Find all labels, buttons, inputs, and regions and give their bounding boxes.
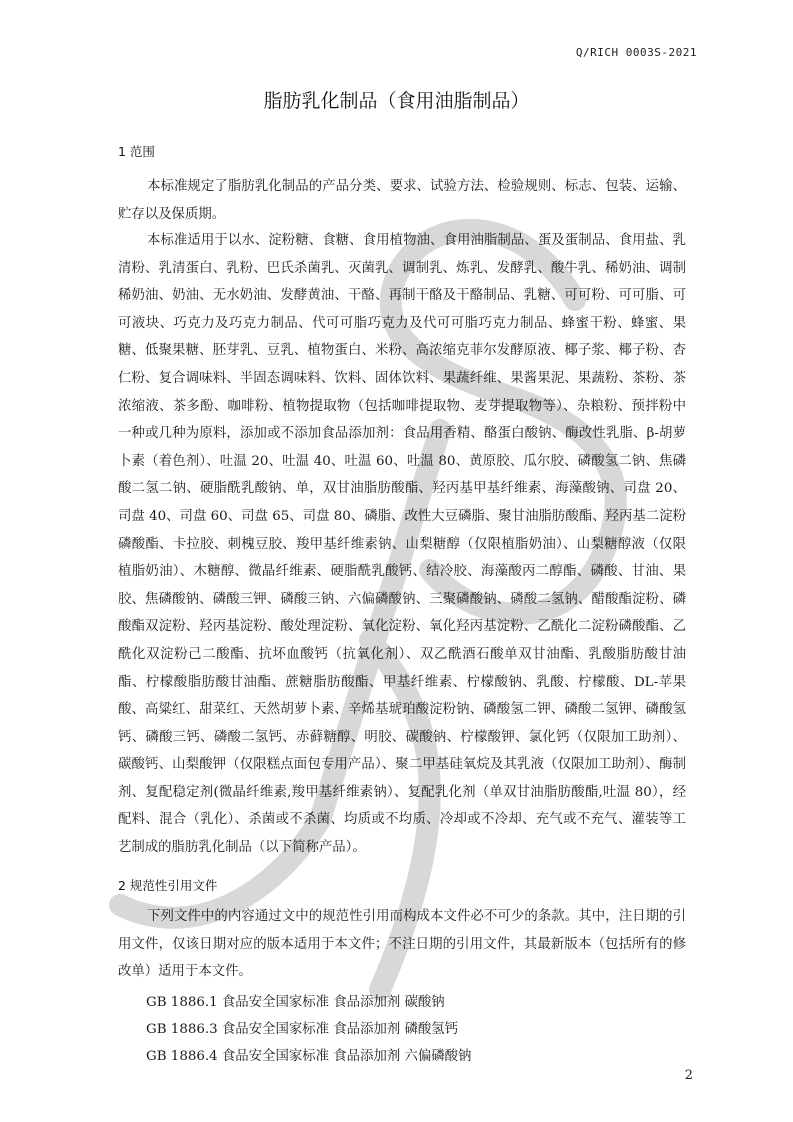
reference-item: GB 1886.3 食品安全国家标准 食品添加剂 磷酸氢钙	[146, 1022, 459, 1037]
standard-code: Q/RICH 0003S-2021	[575, 46, 697, 59]
section-2-paragraph-1: 下列文件中的内容通过文中的规范性引用而构成本文件必不可少的条款。其中，注日期的引用文件，仅该日期对应的版本适用于本文件；不注日期的引用文件，其最新版本（包括所有的修改单）适用于本文件。	[118, 909, 686, 980]
reference-item: GB 1886.1 食品安全国家标准 食品添加剂 碳酸钠	[146, 995, 445, 1010]
section-1-paragraph-1: 本标准规定了脂肪乳化制品的产品分类、要求、试验方法、检验规则、标志、包装、运输、贮存以及保质期。	[118, 179, 686, 222]
page-number: 2	[684, 1068, 693, 1083]
document-title: 脂肪乳化制品（食用油脂制品）	[263, 90, 530, 112]
section-2-heading: 2 规范性引用文件	[118, 878, 218, 893]
reference-item: GB 1886.4 食品安全国家标准 食品添加剂 六偏磷酸钠	[146, 1049, 472, 1064]
section-1-heading: 1 范围	[118, 144, 155, 159]
section-1-paragraph-2: 本标准适用于以水、淀粉糖、食糖、食用植物油、食用油脂制品、蛋及蛋制品、食用盐、乳清粉、乳清蛋白、乳粉、巴氏杀菌乳、灭菌乳、调制乳、炼乳、发酵乳、酸牛乳、稀奶油、调制稀奶油、奶油、无水奶油、发酵黄油、干酪、再制干酪及干酪制品、乳糖、可可粉、可可脂、可可液块、巧克力及巧克力制品、代可可脂巧克力及代可可脂巧克力制品、蜂蜜干粉、蜂蜜、果糖、低聚果糖、胚芽乳、豆乳、植物蛋白、米粉、高浓缩克菲尔发酵原液、椰子浆、椰子粉、杏仁粉、复合调味料、半固态调味料、饮料、固体饮料、果蔬纤维、果酱果泥、果蔬粉、茶粉、茶浓缩液、茶多酚、咖啡粉、植物提取物（包括咖啡提取物、麦芽提取物等）、杂粮粉、预拌粉中一种或几种为原料，添加或不添加食品添加剂：食品用香精、酪蛋白酸钠、酶改性乳脂、β-胡萝卜素（着色剂）、吐温 20、吐温 40、吐温 60、吐温 80、黄原胶、瓜尔胶、磷酸氢二钠、焦磷酸二氢二钠、硬脂酰乳酸钠、单，双甘油脂肪酸酯、羟丙基甲基纤维素、海藻酸钠、司盘 20、司盘 40、司盘 60、司盘 65、司盘 80、磷脂、改性大豆磷脂、聚甘油脂肪酸酯、羟丙基二淀粉磷酸酯、卡拉胶、刺槐豆胶、羧甲基纤维素钠、山梨糖醇（仅限植脂奶油）、山梨糖醇液（仅限植脂奶油）、木糖醇、微晶纤维素、硬脂酰乳酸钙、结冷胶、海藻酸丙二醇酯、磷酸、甘油、果胶、焦磷酸钠、磷酸三钾、磷酸三钠、六偏磷酸钠、三聚磷酸钠、磷酸二氢钠、醋酸酯淀粉、磷酸酯双淀粉、羟丙基淀粉、酸处理淀粉、氧化淀粉、氧化羟丙基淀粉、乙酰化二淀粉磷酸酯、乙酰化双淀粉己二酸酯、抗坏血酸钙（抗氧化剂）、双乙酰酒石酸单双甘油酯、乳酸脂肪酸甘油酯、柠檬酸脂肪酸甘油酯、蔗糖脂肪酸酯、甲基纤维素、柠檬酸钠、乳酸、柠檬酸、DL-苹果酸、高粱红、甜菜红、天然胡萝卜素、辛烯基琥珀酸淀粉钠、磷酸氢二钾、磷酸二氢钾、磷酸氢钙、磷酸三钙、磷酸二氢钙、赤藓糖醇、明胶、碳酸钠、柠檬酸钾、氯化钙（仅限加工助剂）、碳酸钙、山梨酸钾（仅限糕点面包专用产品）、聚二甲基硅氧烷及其乳液（仅限加工助剂）、酶制剂、复配稳定剂(微晶纤维素,羧甲基纤维素钠）、复配乳化剂（单双甘油脂肪酸酯,吐温 80），经配料、混合（乳化）、杀菌或不杀菌、均质或不均质、冷却或不冷却、充气或不充气、灌装等工艺制成的脂肪乳化制品（以下简称产品）。	[118, 233, 686, 856]
